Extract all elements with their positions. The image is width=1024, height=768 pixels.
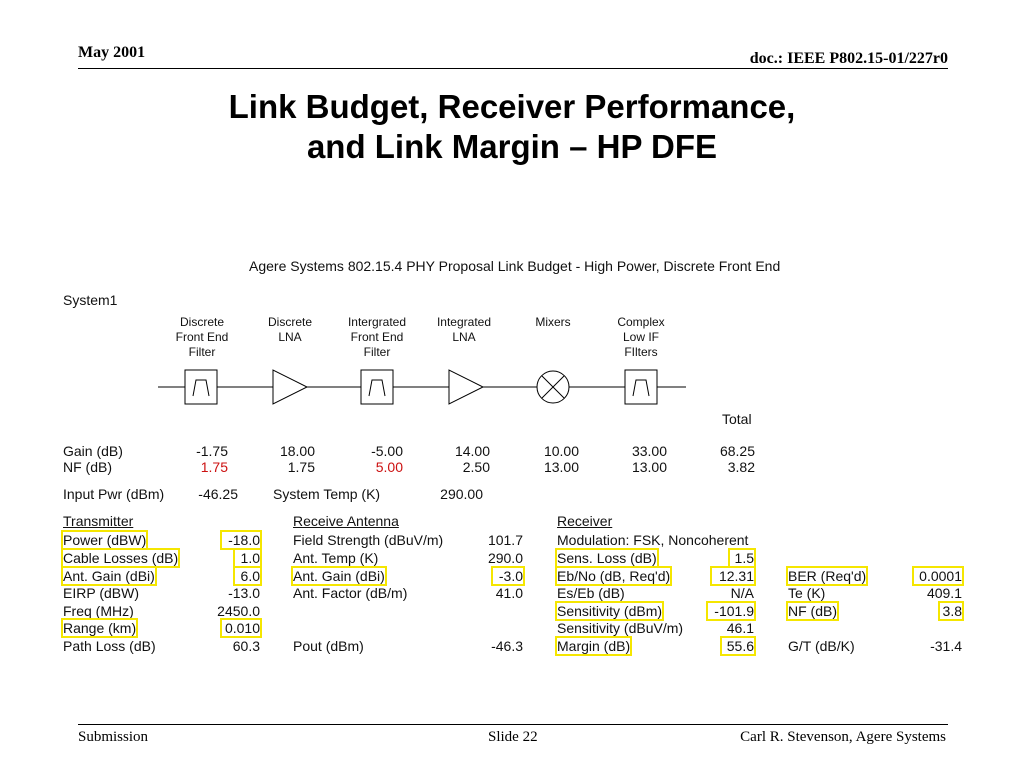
rx-label: Sensitivity (dBuV/m)	[557, 620, 684, 636]
stage-label-3: Intergrated Front End Filter	[347, 315, 407, 359]
extra-value: 409.1	[926, 585, 962, 601]
antenna-value: 290.0	[487, 550, 523, 566]
gain-value: -1.75	[196, 443, 228, 459]
stage-label-2: Discrete LNA	[267, 315, 312, 344]
input-pwr-label: Input Pwr (dBm)	[63, 486, 165, 502]
slide-title-line1: Link Budget, Receiver Performance,	[228, 88, 796, 125]
gain-value: 10.00	[543, 443, 579, 459]
amplifier-icon	[273, 370, 307, 404]
gain-label: Gain (dB)	[63, 443, 123, 459]
nf-value: 13.00	[631, 459, 667, 475]
antenna-label: Pout (dBm)	[293, 638, 364, 654]
tx-value: -13.0	[228, 585, 260, 601]
extra-label: Te (K)	[788, 585, 826, 601]
tx-value: 60.3	[232, 638, 260, 654]
footer-left: Submission	[78, 729, 149, 745]
gain-value: 33.00	[631, 443, 667, 459]
receiver-heading: Receiver	[557, 513, 613, 529]
stage-label-4: Integrated LNA	[436, 315, 492, 344]
gain-value: -5.00	[371, 443, 403, 459]
nf-total: 3.82	[727, 459, 755, 475]
total-heading: Total	[722, 411, 752, 427]
nf-value: 2.50	[462, 459, 490, 475]
bandpass-filter-icon	[361, 370, 393, 404]
system-label: System1	[63, 292, 118, 308]
rx-value: 46.1	[726, 620, 754, 636]
rx-label: Eb/No (dB, Req'd)	[557, 568, 671, 584]
rx-value: N/A	[730, 585, 754, 601]
stage-label-1: Discrete Front End Filter	[175, 315, 229, 359]
input-pwr-value: -46.25	[198, 486, 238, 502]
antenna-heading: Receive Antenna	[293, 513, 399, 529]
gain-value: 14.00	[454, 443, 490, 459]
extra-label: NF (dB)	[788, 603, 837, 619]
rx-value: -101.9	[708, 603, 754, 619]
tx-label: Path Loss (dB)	[63, 638, 156, 654]
antenna-value: -46.3	[491, 638, 523, 654]
header-date: May 2001	[78, 44, 146, 61]
modulation-label: Modulation: FSK, Noncoherent	[557, 532, 749, 548]
nf-value: 13.00	[543, 459, 579, 475]
rx-label: Sensitivity (dBm)	[557, 603, 663, 619]
rx-value: 55.6	[722, 638, 754, 654]
tx-label: Ant. Gain (dBi)	[63, 568, 155, 584]
rx-value: 1.5	[730, 550, 754, 566]
mixer-icon	[537, 371, 569, 403]
header-doc-id: doc.: IEEE P802.15-01/227r0	[749, 50, 948, 67]
antenna-label: Ant. Temp (K)	[293, 550, 379, 566]
gain-value: 18.00	[279, 443, 315, 459]
sheet-title: Agere Systems 802.15.4 PHY Proposal Link Budget - High Power, Discrete Front End	[249, 258, 781, 274]
antenna-value: 101.7	[487, 532, 523, 548]
antenna-value: -3.0	[493, 568, 523, 584]
slide-title-line2: and Link Margin – HP DFE	[306, 128, 718, 165]
tx-value: 6.0	[235, 568, 260, 584]
extra-label: BER (Req'd)	[788, 568, 867, 584]
tx-label: EIRP (dBW)	[63, 585, 139, 601]
tx-label: Freq (MHz)	[63, 603, 134, 619]
extra-label: G/T (dB/K)	[788, 638, 855, 654]
antenna-label: Ant. Gain (dBi)	[293, 568, 385, 584]
tx-value: -18.0	[222, 532, 260, 548]
footer-rule	[78, 724, 948, 725]
rx-label: Margin (dB)	[557, 638, 631, 654]
tx-value: 0.010	[222, 620, 260, 636]
footer-author: Carl R. Stevenson, Agere Systems	[740, 729, 946, 745]
amplifier-icon	[449, 370, 483, 404]
tx-value: 1.0	[235, 550, 260, 566]
tx-label: Cable Losses (dB)	[63, 550, 179, 566]
extra-value: -31.4	[930, 638, 962, 654]
rx-label: Es/Eb (dB)	[557, 585, 625, 601]
nf-label: NF (dB)	[63, 459, 112, 475]
stage-label-5: Mixers	[535, 315, 571, 329]
antenna-value: 41.0	[495, 585, 523, 601]
stage-label-6: Complex Low IF FIlters	[617, 315, 665, 359]
system-temp-value: 290.00	[440, 486, 483, 502]
nf-value: 5.00	[375, 459, 403, 475]
rx-value: 12.31	[712, 568, 754, 584]
tx-value: 2450.0	[217, 603, 260, 619]
tx-label: Power (dBW)	[63, 532, 147, 548]
tx-label: Range (km)	[63, 620, 137, 636]
antenna-label: Ant. Factor (dB/m)	[293, 585, 408, 601]
transmitter-heading: Transmitter	[63, 513, 134, 529]
gain-total: 68.25	[719, 443, 755, 459]
rx-label: Sens. Loss (dB)	[557, 550, 657, 566]
slide-number: Slide 22	[488, 729, 538, 745]
bandpass-filter-icon	[625, 370, 657, 404]
extra-value: 3.8	[940, 603, 962, 619]
antenna-label: Field Strength (dBuV/m)	[293, 532, 444, 548]
nf-value: 1.75	[200, 459, 228, 475]
bandpass-filter-icon	[185, 370, 217, 404]
extra-value: 0.0001	[914, 568, 962, 584]
nf-value: 1.75	[287, 459, 315, 475]
system-temp-label: System Temp (K)	[273, 486, 381, 502]
